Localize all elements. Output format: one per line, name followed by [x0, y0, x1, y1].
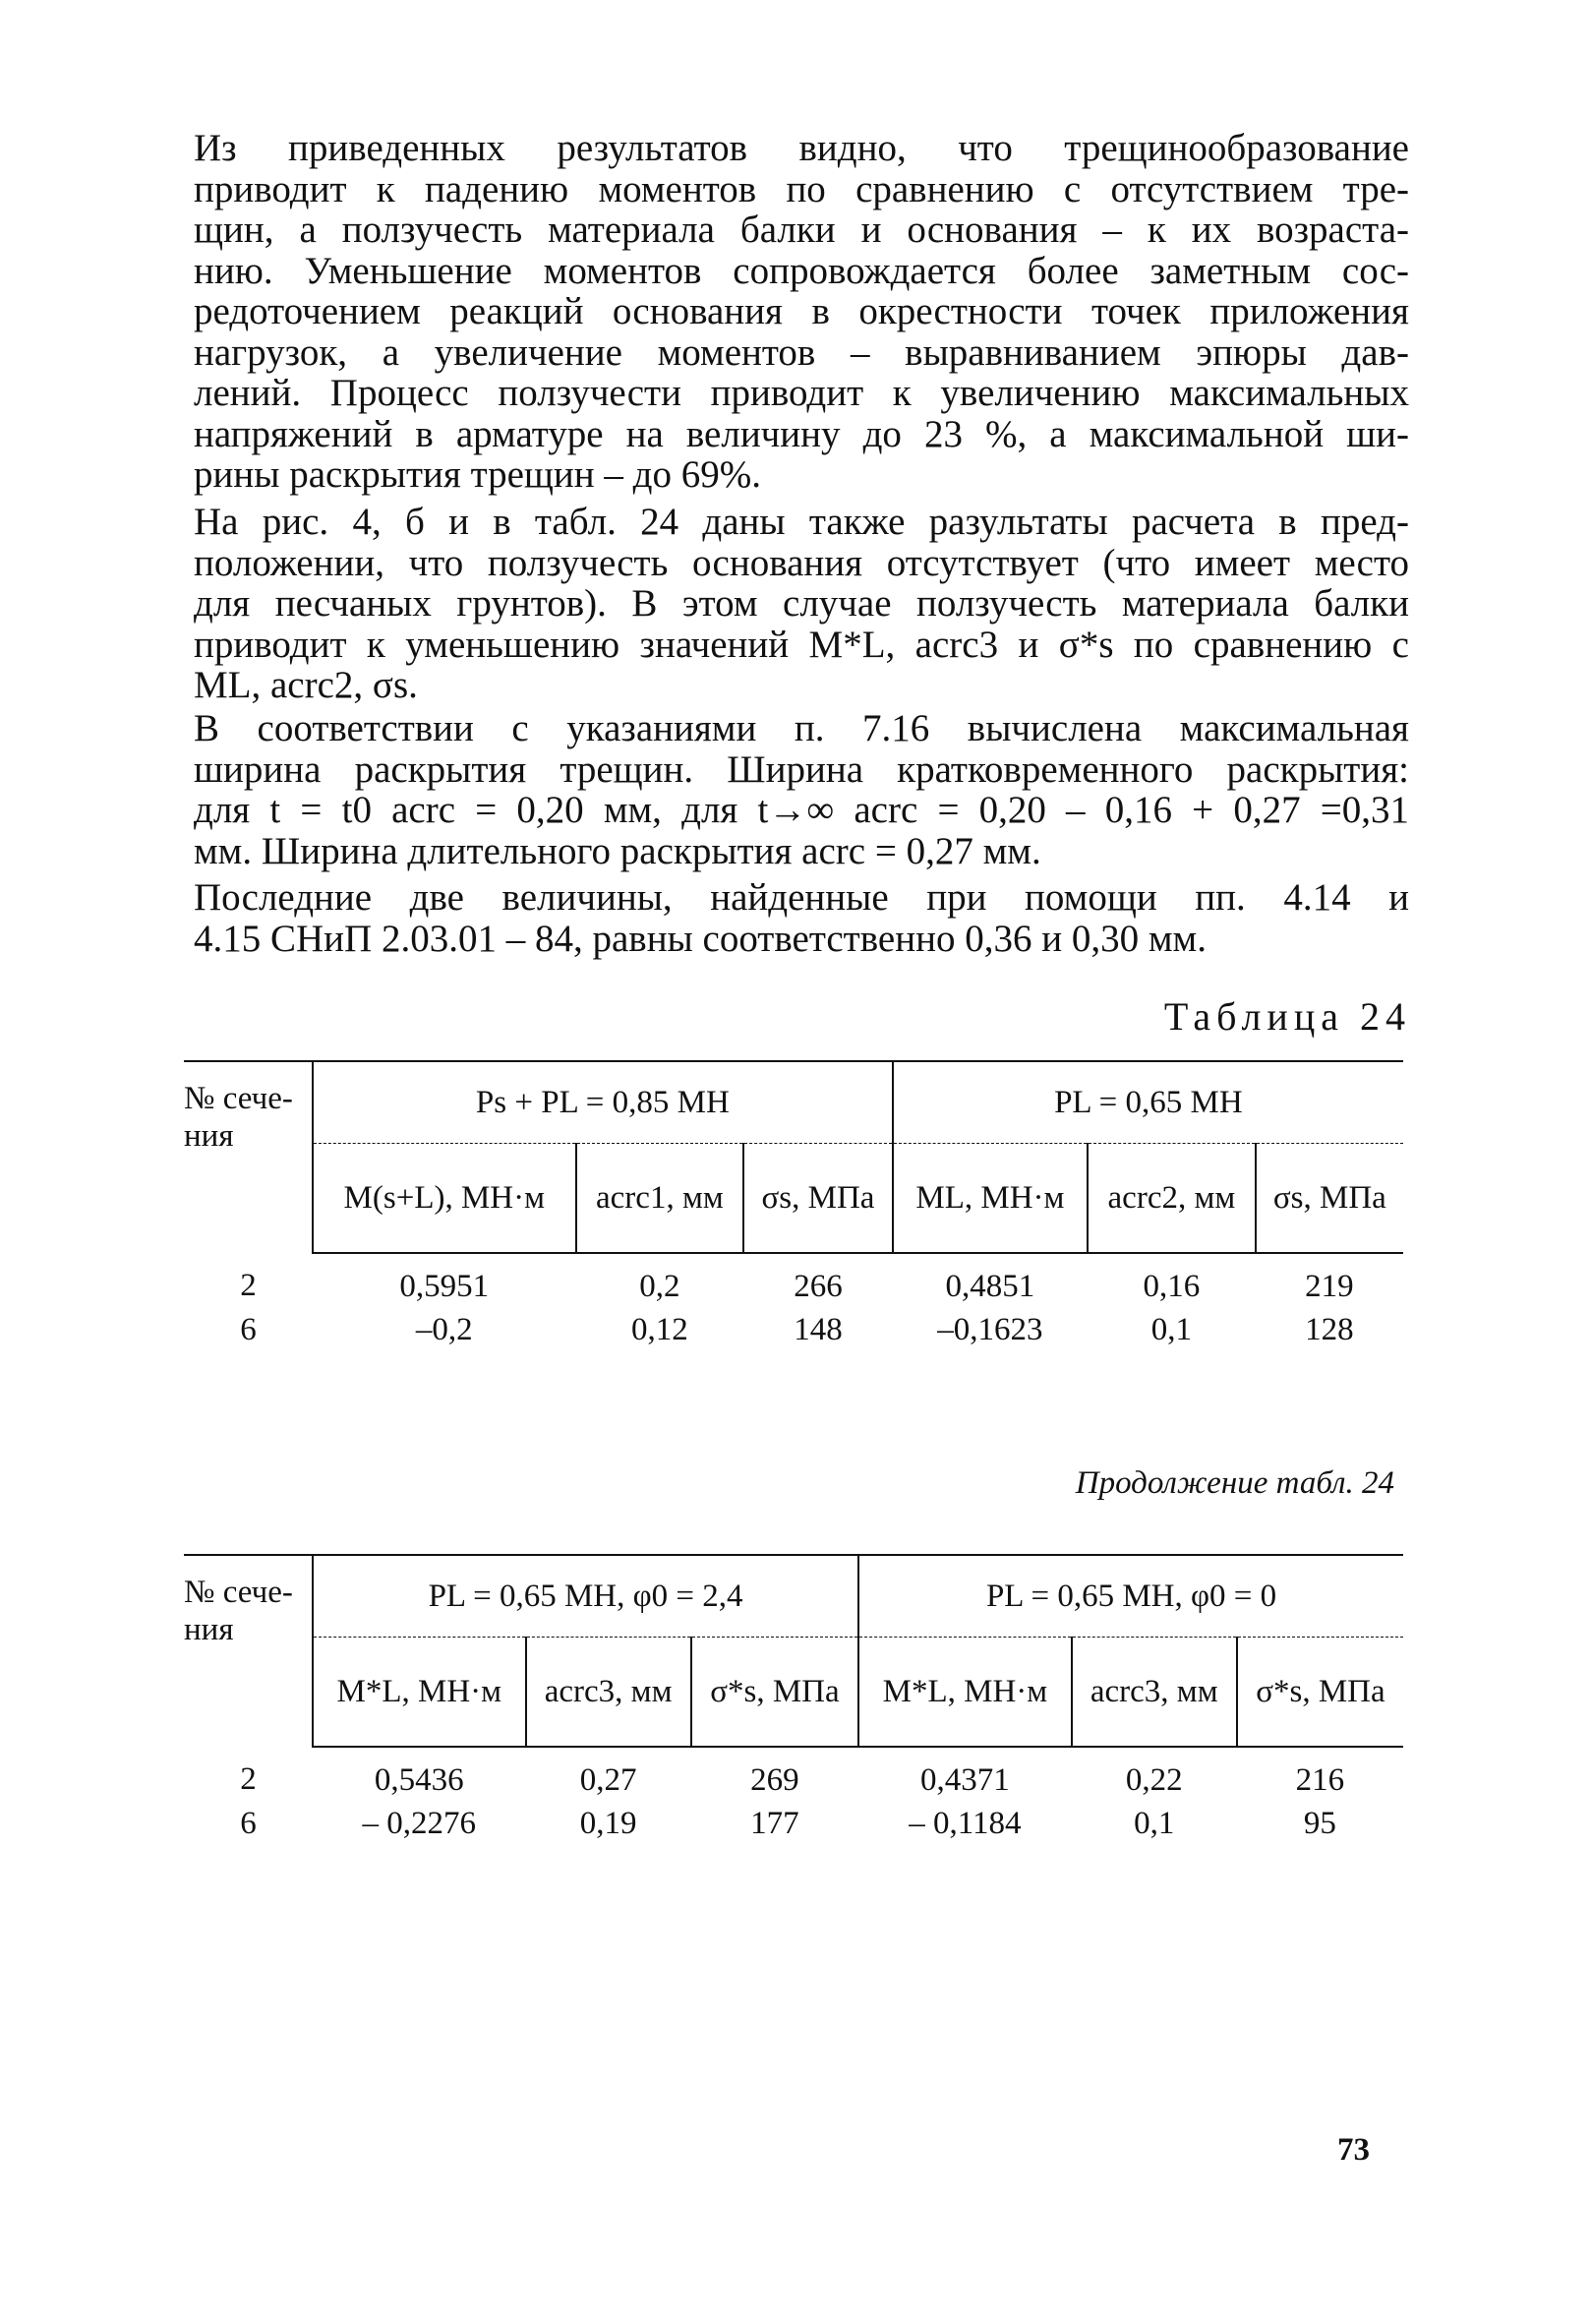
text-line: рины раскрытия трещин – до 69%. — [194, 453, 762, 496]
table-cell: 0,12 — [631, 1312, 688, 1347]
table-24-continued — [184, 1554, 1403, 1842]
column-header: σs, МПа — [743, 1144, 893, 1254]
table-title: Таблица 24 — [1163, 994, 1411, 1039]
table-cell: 0,1 — [1134, 1806, 1175, 1841]
text-line: приводит к падению моментов по сравнению с отсутствием тре- — [194, 167, 1409, 210]
table-cell: 6 — [240, 1806, 257, 1841]
text-line: напряжений в арматуре на величину до 23 %, а максимальной ши- — [194, 412, 1409, 455]
table-cell: 269 — [750, 1762, 799, 1798]
text-line: На рис. 4, б и в табл. 24 даны также разультаты расчета в пред- — [194, 501, 1409, 543]
table-cell: – 0,2276 — [362, 1806, 476, 1841]
text-line: В соответствии с указаниями п. 7.16 вычислена максимальная — [194, 707, 1409, 749]
table-cell: – 0,1184 — [909, 1806, 1022, 1841]
table-24 — [184, 1060, 1403, 1348]
paragraph-crack-width — [194, 708, 1409, 871]
table-cell: 0,16 — [1143, 1269, 1201, 1304]
text-line: Из приведенных результатов видно, что трещинообразование — [194, 127, 1409, 169]
table-cell: 95 — [1303, 1806, 1336, 1841]
table-cell: 0,4851 — [945, 1269, 1035, 1304]
paragraph-figure-reference — [194, 502, 1409, 706]
section-number-header: № сече-ния — [184, 1061, 313, 1253]
table-cell: 177 — [750, 1806, 799, 1841]
table-cell: 0,1 — [1150, 1312, 1193, 1347]
table-cell: 148 — [794, 1312, 843, 1347]
text-line: приводит к уменьшению значений M*L, acrc3 и σ*s по сравнению с — [194, 623, 1409, 666]
text-line: Последние две величины, найденные при помощи пп. 4.14 и — [194, 876, 1409, 919]
text-line: лений. Процесс ползучести приводит к увеличению максимальных — [194, 372, 1409, 414]
text-line: редоточением реакций основания в окрестности точек приложения — [194, 290, 1409, 332]
group-header: PL = 0,65 МН, φ0 = 2,4 — [313, 1555, 858, 1638]
text-line: положении, что ползучесть основания отсутствует (что имеет место — [194, 541, 1409, 584]
text-line: нию. Уменьшение моментов сопровождается более заметным сос- — [194, 249, 1409, 292]
paragraph-snip-values — [194, 877, 1409, 959]
table-cell: 0,22 — [1125, 1762, 1183, 1798]
paragraph-results — [194, 128, 1409, 496]
column-header: acrc1, мм — [576, 1144, 744, 1254]
table-cell: 0,19 — [579, 1806, 637, 1841]
group-header: PL = 0,65 МН, φ0 = 0 — [858, 1555, 1403, 1638]
group-header: PL = 0,65 МН — [893, 1061, 1403, 1144]
text-line: для t = t0 acrc = 0,20 мм, для t→∞ acrc = 0,20 – 0,16 + 0,27 =0,31 — [194, 789, 1409, 831]
column-header: σ*s, МПа — [1237, 1638, 1403, 1748]
table-cell: 266 — [794, 1269, 843, 1304]
table-cell: –0,2 — [415, 1312, 473, 1347]
text-line: мм. Ширина длительного раскрытия acrc = 0,27 мм. — [194, 829, 1041, 872]
text-line: щин, а ползучесть материала балки и основания – к их возраста- — [194, 209, 1409, 251]
table-cell: 0,5436 — [374, 1762, 464, 1798]
section-number-header: № сече-ния — [184, 1555, 313, 1747]
table-cell: –0,1623 — [937, 1312, 1043, 1347]
table-cell: 0,27 — [579, 1762, 637, 1798]
table-row — [184, 1305, 1403, 1348]
table-row — [184, 1799, 1403, 1842]
text-line: 4.15 СНиП 2.03.01 – 84, равны соответственно 0,36 и 0,30 мм. — [194, 917, 1207, 960]
page-number: 73 — [1337, 2132, 1370, 2168]
text-line: ML, acrc2, σs. — [194, 664, 418, 706]
column-header: σs, МПа — [1256, 1144, 1403, 1254]
table-row — [184, 1253, 1403, 1305]
text-line: нагрузок, а увеличение моментов – выравниванием эпюры дав- — [194, 330, 1409, 374]
table-cell: 2 — [240, 1268, 257, 1303]
column-header: ML, МН·м — [893, 1144, 1088, 1254]
table-cell: 0,4371 — [920, 1762, 1010, 1798]
text-line: ширина раскрытия трещин. Ширина кратковременного раскрытия: — [194, 747, 1409, 791]
table-cell: 128 — [1305, 1312, 1354, 1347]
column-header: acrc3, мм — [1072, 1638, 1237, 1748]
column-header: M*L, МН·м — [313, 1638, 526, 1748]
table-cell: 2 — [240, 1761, 257, 1797]
table-row — [184, 1747, 1403, 1799]
table-cell: 0,5951 — [399, 1269, 490, 1304]
column-header: acrc2, мм — [1088, 1144, 1256, 1254]
column-header: M*L, МН·м — [858, 1638, 1072, 1748]
column-header: M(s+L), МН·м — [313, 1144, 576, 1254]
text-line: для песчаных грунтов). В этом случае ползучесть материала балки — [194, 582, 1409, 625]
table-continuation-title: Продолжение табл. 24 — [1075, 1465, 1394, 1501]
table-cell: 6 — [240, 1312, 257, 1347]
table-cell: 0,2 — [639, 1269, 680, 1304]
column-header: σ*s, МПа — [691, 1638, 858, 1748]
table-cell: 219 — [1305, 1269, 1354, 1304]
column-header: acrc3, мм — [526, 1638, 691, 1748]
group-header: Ps + PL = 0,85 МН — [313, 1061, 893, 1144]
table-cell: 216 — [1295, 1762, 1345, 1798]
